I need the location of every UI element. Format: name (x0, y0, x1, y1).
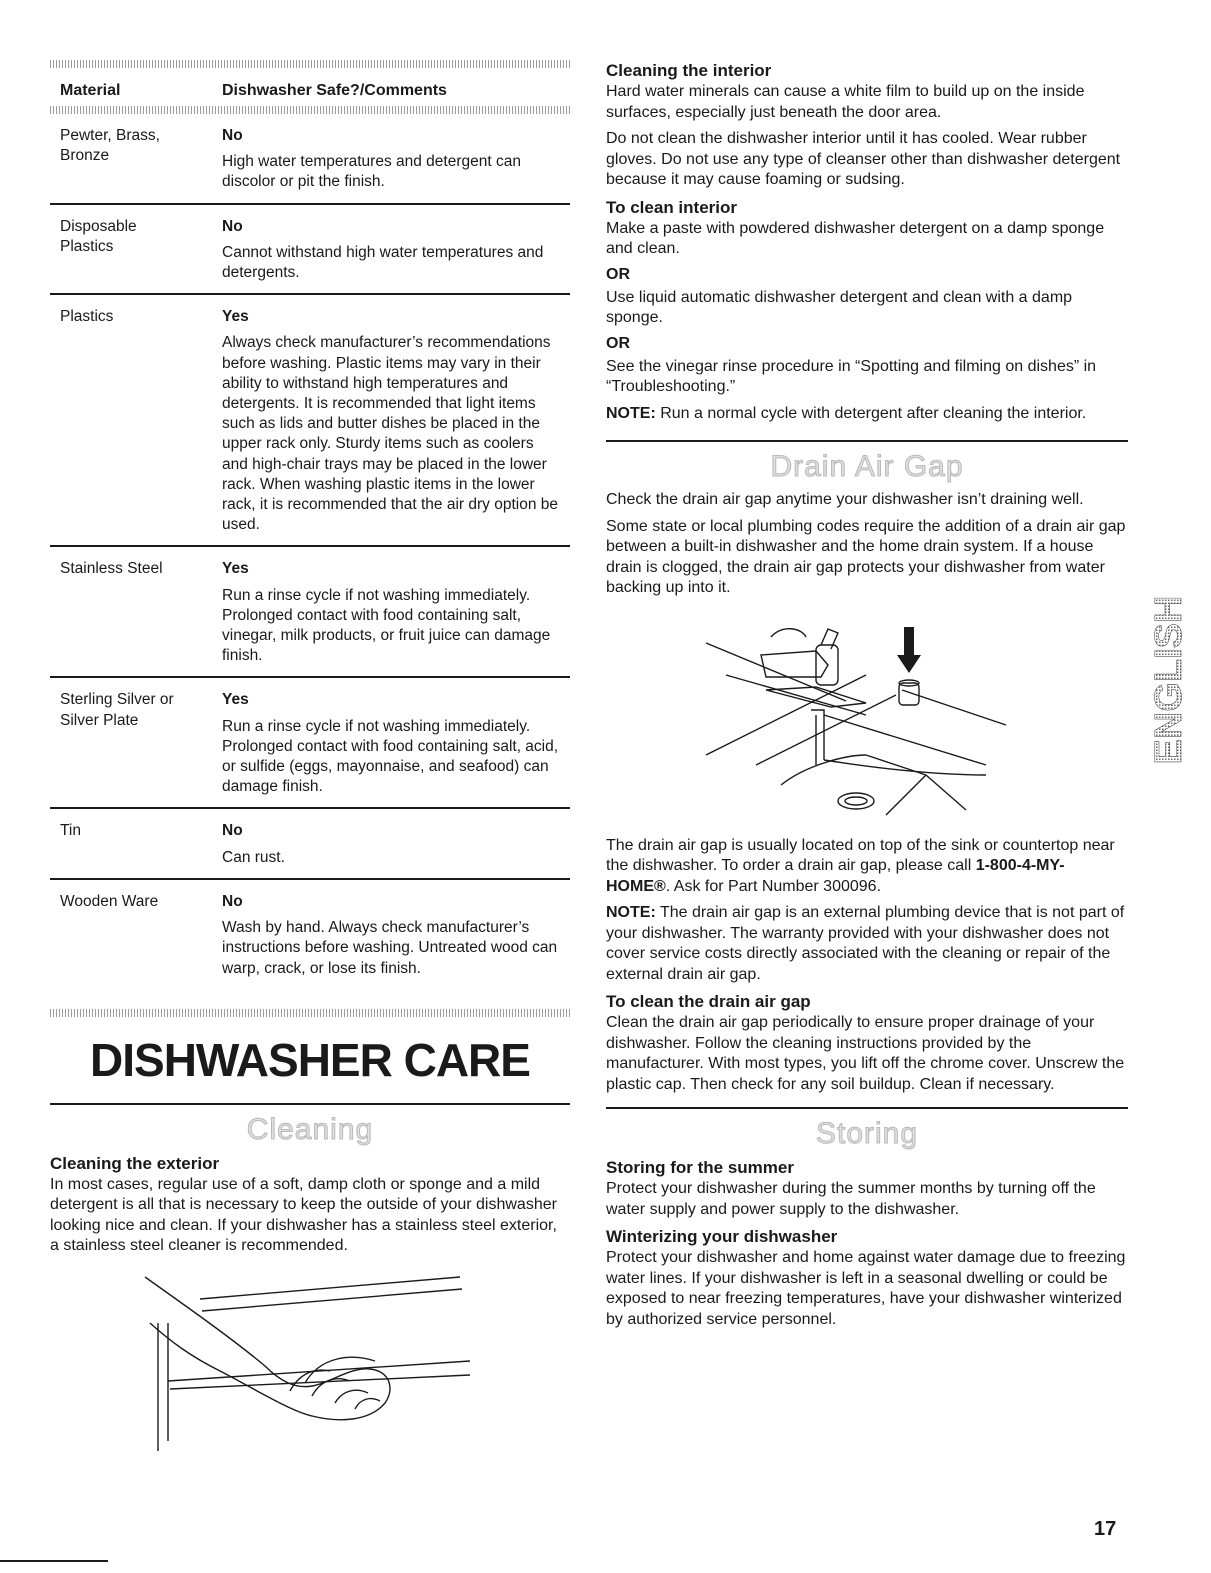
arrow-down-icon (897, 627, 921, 673)
dishwasher-safe-verdict: No (222, 822, 243, 840)
table-row (50, 880, 570, 989)
storing-heading: Storing (815, 1117, 919, 1150)
drain-p2: Some state or local plumbing codes require the addition of a drain air gap between a built-in dishwasher and the home drain system. If a house drain is clogged, the drain air gap protects your dishwasher from water backing up into it. (606, 517, 1126, 596)
table-row (50, 295, 570, 547)
drain-note (606, 903, 1128, 985)
table-row (50, 205, 570, 296)
material-comment-text: High water temperatures and detergent can discolor or pit the finish. (222, 153, 521, 191)
drain-p3-text: . Ask for Part Number 300096. (665, 877, 882, 895)
note-text: Run a normal cycle with detergent after cleaning the interior. (655, 404, 1087, 422)
table-row (50, 678, 570, 809)
interior-option-1: Make a paste with powdered dishwasher detergent on a damp sponge and clean. (606, 219, 1105, 257)
dishwasher-safe-verdict: Yes (222, 691, 249, 709)
side-tab-label: ENGLISH (1148, 595, 1190, 765)
material-comment-text: Run a rinse cycle if not washing immediately. Prolonged contact with food containing salt, acid, or sulfide (eggs, mayonnaise, and seafood) can damage finish. (222, 717, 559, 796)
footer-rule (0, 1560, 108, 1562)
dishwasher-safe-verdict: No (222, 892, 243, 910)
dishwasher-safe-verdict: Yes (222, 308, 249, 326)
clean-drain-heading: To clean the drain air gap (606, 992, 811, 1011)
or-separator: OR (606, 265, 630, 283)
clean-drain-text: Clean the drain air gap periodically to ensure proper drainage of your dishwasher. Follow the cleaning instructions provided by the manufacturer. With most types, you lift off the chrome cover. Unscrew the plastic cap. Then check for any soil buildup. Clean if necessary. (606, 1014, 1125, 1093)
interior-p1: Hard water minerals can cause a white film to build up on the inside surfaces, especially just beneath the door area. (606, 83, 1085, 121)
table-header (50, 68, 570, 106)
material-comments (222, 126, 570, 193)
table-header-rule (50, 106, 570, 114)
page-title: DISHWASHER CARE (90, 1033, 530, 1086)
left-column (50, 60, 570, 1456)
interior-option-2: Use liquid automatic dishwasher detergent and clean with a damp sponge. (606, 288, 1073, 326)
material-comment-text: Wash by hand. Always check manufacturer’s instructions before washing. Untreated wood can warp, crack, or lose its finish. (222, 919, 558, 977)
to-clean-interior-heading: To clean interior (606, 197, 737, 217)
drain-p3-text: The drain air gap is usually located on top of the sink or countertop near the dishwasher. To order a drain air gap, please call (606, 836, 1115, 874)
section-rule (606, 1107, 1128, 1109)
summer-heading: Storing for the summer (606, 1158, 794, 1177)
table-top-rule (50, 60, 570, 68)
interior-heading: Cleaning the interior (606, 61, 772, 80)
material-comments (222, 892, 570, 979)
table-row (50, 114, 570, 205)
table-row (50, 547, 570, 678)
material-comments (222, 690, 570, 797)
note-text: The drain air gap is an external plumbing device that is not part of your dishwasher. The warranty provided with your dishwasher does not cover service costs directly associated with the cleaning or repair of the external drain air gap. (606, 904, 1125, 983)
material-name: Stainless Steel (60, 560, 163, 578)
interior-p2: Do not clean the dishwasher interior until it has cooled. Wear rubber gloves. Do not use any type of cleanser other than dishwasher detergent because it may cause foaming or sudsing. (606, 130, 1121, 188)
page-number: 17 (1094, 1518, 1117, 1540)
material-name: Sterling Silver or Silver Plate (60, 691, 174, 729)
winter-text: Protect your dishwasher and home against water damage due to freezing water lines. If your dishwasher is left in a seasonal dwelling or could be exposed to near freezing temperatures, have your dishwasher winterized by authorized service personnel. (606, 1249, 1126, 1328)
material-comment-text: Cannot withstand high water temperatures and detergents. (222, 243, 544, 282)
note-label: NOTE: (606, 404, 656, 422)
material-comments (222, 821, 570, 867)
right-column (606, 60, 1128, 1336)
language-tab (1148, 565, 1190, 795)
material-comments (222, 307, 570, 535)
material-comment-text: Can rust. (222, 848, 285, 866)
table-bottom-rule (50, 1009, 570, 1017)
winter-heading: Winterizing your dishwasher (606, 1227, 838, 1246)
phone-number: 1-800-4-MY-HOME® (606, 857, 1065, 895)
cleaning-cloth-illustration (50, 1271, 570, 1451)
material-comments (222, 559, 570, 666)
material-comment-text: Run a rinse cycle if not washing immediately. Prolonged contact with food containing salt, vinegar, milk products, or fruit juice can damage finish. (222, 586, 551, 665)
cleaning-heading: Cleaning (246, 1112, 374, 1146)
drain-air-gap-heading: Drain Air Gap (770, 450, 964, 483)
drain-p3 (606, 836, 1128, 898)
material-name: Plastics (60, 308, 114, 326)
material-name: Pewter, Brass, Bronze (60, 127, 160, 165)
material-name: Disposable Plastics (60, 217, 137, 255)
summer-text: Protect your dishwasher during the summer months by turning off the water supply and power supply to the dishwasher. (606, 1180, 1096, 1218)
exterior-heading: Cleaning the exterior (50, 1153, 220, 1173)
material-comments (222, 217, 570, 284)
material-comment-text: Always check manufacturer’s recommendations before washing. Plastic items may vary in their ability to withstand high temperatures and detergents. It is recommended that light items such as lids and butter dishes be placed in the upper rack only. Sturdy items such as coolers and high-chair trays may be placed in the lower rack. When washing plastic items in the lower rack, it is recommended that the air dry option be used. (222, 334, 558, 534)
section-rule (606, 440, 1128, 442)
note-label: NOTE: (606, 904, 656, 921)
interior-option-3: See the vinegar rinse procedure in “Spotting and filming on dishes” in “Troubleshooting.” (606, 357, 1097, 395)
dishwasher-safe-verdict: Yes (222, 560, 249, 578)
material-name: Tin (60, 822, 81, 840)
table-row (50, 809, 570, 879)
interior-note (606, 404, 1128, 425)
exterior-text: In most cases, regular use of a soft, damp cloth or sponge and a mild detergent is all that is necessary to keep the outside of your dishwasher looking nice and clean. If your dishwasher has a stainless steel exterior, a stainless steel cleaner is recommended. (50, 1175, 557, 1255)
dishwasher-safe-verdict: No (222, 217, 243, 235)
material-table (50, 114, 570, 989)
drain-p1: Check the drain air gap anytime your dishwasher isn’t draining well. (606, 491, 1084, 508)
section-rule (50, 1103, 570, 1105)
drain-air-gap-illustration (606, 615, 1128, 825)
dishwasher-safe-verdict: No (222, 127, 243, 144)
material-name: Wooden Ware (60, 892, 159, 910)
or-separator: OR (606, 334, 630, 352)
header-material: Material (60, 82, 121, 99)
header-comments: Dishwasher Safe?/Comments (222, 82, 447, 99)
